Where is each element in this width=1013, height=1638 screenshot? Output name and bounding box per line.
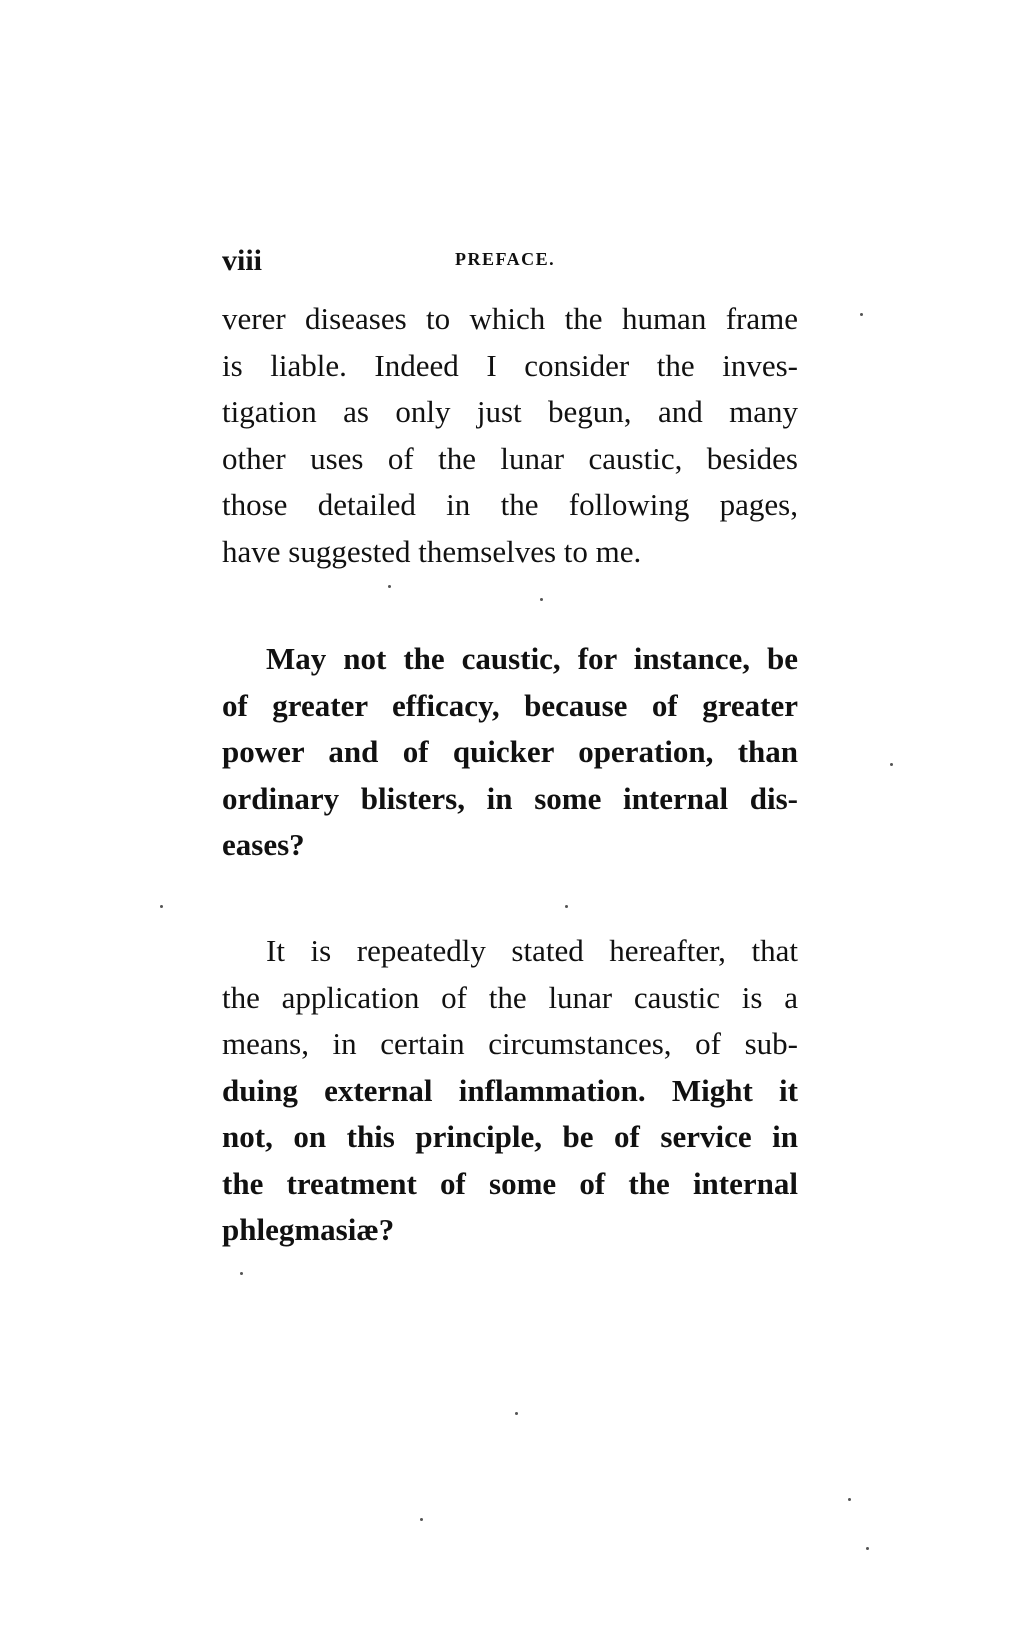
text-line: phlegmasiæ? — [222, 1212, 395, 1247]
paragraph-1 — [222, 296, 798, 575]
scan-speck — [565, 905, 568, 908]
text-line: It is repeatedly stated hereafter, that — [266, 933, 798, 968]
paragraph-3 — [222, 928, 798, 1254]
page-header — [222, 243, 802, 283]
text-line: the treatment of some of the internal — [222, 1165, 798, 1201]
text-line: duing external inflammation. Might it — [222, 1072, 798, 1108]
scan-speck — [160, 905, 163, 908]
scan-speck — [848, 1498, 851, 1501]
text-line: eases? — [222, 827, 305, 862]
text-line: have suggested themselves to me. — [222, 533, 642, 569]
scan-speck — [890, 763, 893, 766]
scan-speck — [866, 1547, 869, 1550]
scan-speck — [860, 313, 863, 316]
text-line: May not the caustic, for instance, be — [266, 641, 798, 676]
scan-speck — [515, 1412, 518, 1415]
text-line: verer diseases to which the human frame — [222, 301, 798, 336]
paragraph-2 — [222, 636, 798, 869]
running-title: PREFACE. — [455, 249, 556, 269]
text-line: is liable. Indeed I consider the inves- — [222, 347, 798, 383]
text-line: of greater efficacy, because of greater — [222, 687, 798, 723]
text-line: not, on this principle, be of service in — [222, 1119, 798, 1154]
scan-speck — [540, 598, 543, 601]
text-line: the application of the lunar caustic is a — [222, 979, 798, 1015]
scan-speck — [388, 585, 391, 588]
text-line: tigation as only just begun, and many — [222, 394, 798, 429]
text-line: those detailed in the following pages, — [222, 487, 798, 522]
page-number: viii — [222, 244, 263, 277]
text-line: power and of quicker operation, than — [222, 734, 798, 769]
text-line: means, in certain circumstances, of sub- — [222, 1026, 798, 1061]
scan-speck — [420, 1518, 423, 1521]
text-line: ordinary blisters, in some internal dis- — [222, 780, 798, 816]
text-line: other uses of the lunar caustic, besides — [222, 440, 798, 476]
scan-speck — [240, 1272, 243, 1275]
